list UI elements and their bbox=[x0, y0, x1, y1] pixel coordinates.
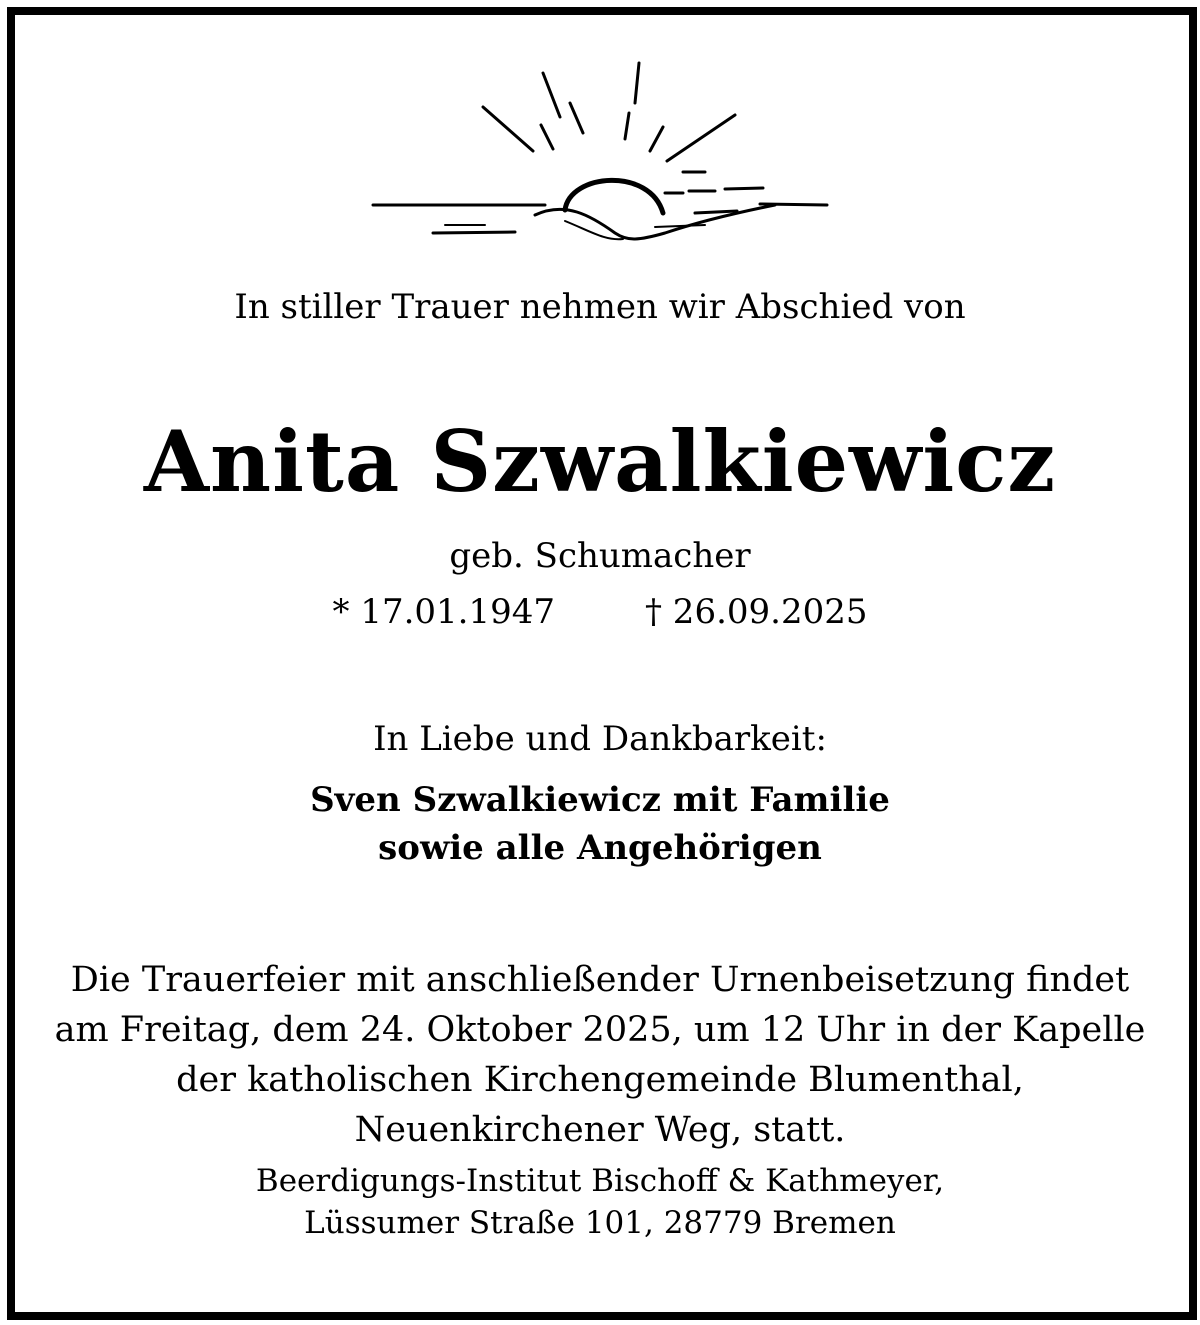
service-line: am Freitag, dem 24. Oktober 2025, um 12 Uhr in der Kapelle bbox=[54, 1010, 1146, 1050]
mourners-line-2: sowie alle Angehörigen bbox=[378, 828, 822, 868]
service-line: Die Trauerfeier mit anschließender Urnenbeisetzung findet bbox=[70, 960, 1130, 1000]
deceased-name: Anita Szwalkiewicz bbox=[143, 412, 1057, 511]
intro-text: In stiller Trauer nehmen wir Abschied von bbox=[234, 287, 966, 327]
funeral-service-details bbox=[0, 955, 1200, 1155]
death-date: † 26.09.2025 bbox=[645, 592, 868, 632]
life-dates bbox=[0, 592, 1200, 632]
birth-date: * 17.01.1947 bbox=[332, 592, 555, 632]
setting-sun-icon bbox=[365, 55, 835, 255]
undertaker-line: Beerdigungs-Institut Bischoff & Kathmeyer, bbox=[255, 1163, 945, 1199]
undertaker-info bbox=[0, 1160, 1200, 1244]
maiden-name: geb. Schumacher bbox=[449, 536, 751, 576]
mourners-line-1: Sven Szwalkiewicz mit Familie bbox=[310, 780, 890, 820]
service-line: der katholischen Kirchengemeinde Blumenthal, bbox=[176, 1060, 1024, 1100]
service-line: Neuenkirchener Weg, statt. bbox=[354, 1110, 846, 1150]
thanks-heading: In Liebe und Dankbarkeit: bbox=[373, 719, 827, 759]
undertaker-line: Lüssumer Straße 101, 28779 Bremen bbox=[304, 1205, 896, 1241]
